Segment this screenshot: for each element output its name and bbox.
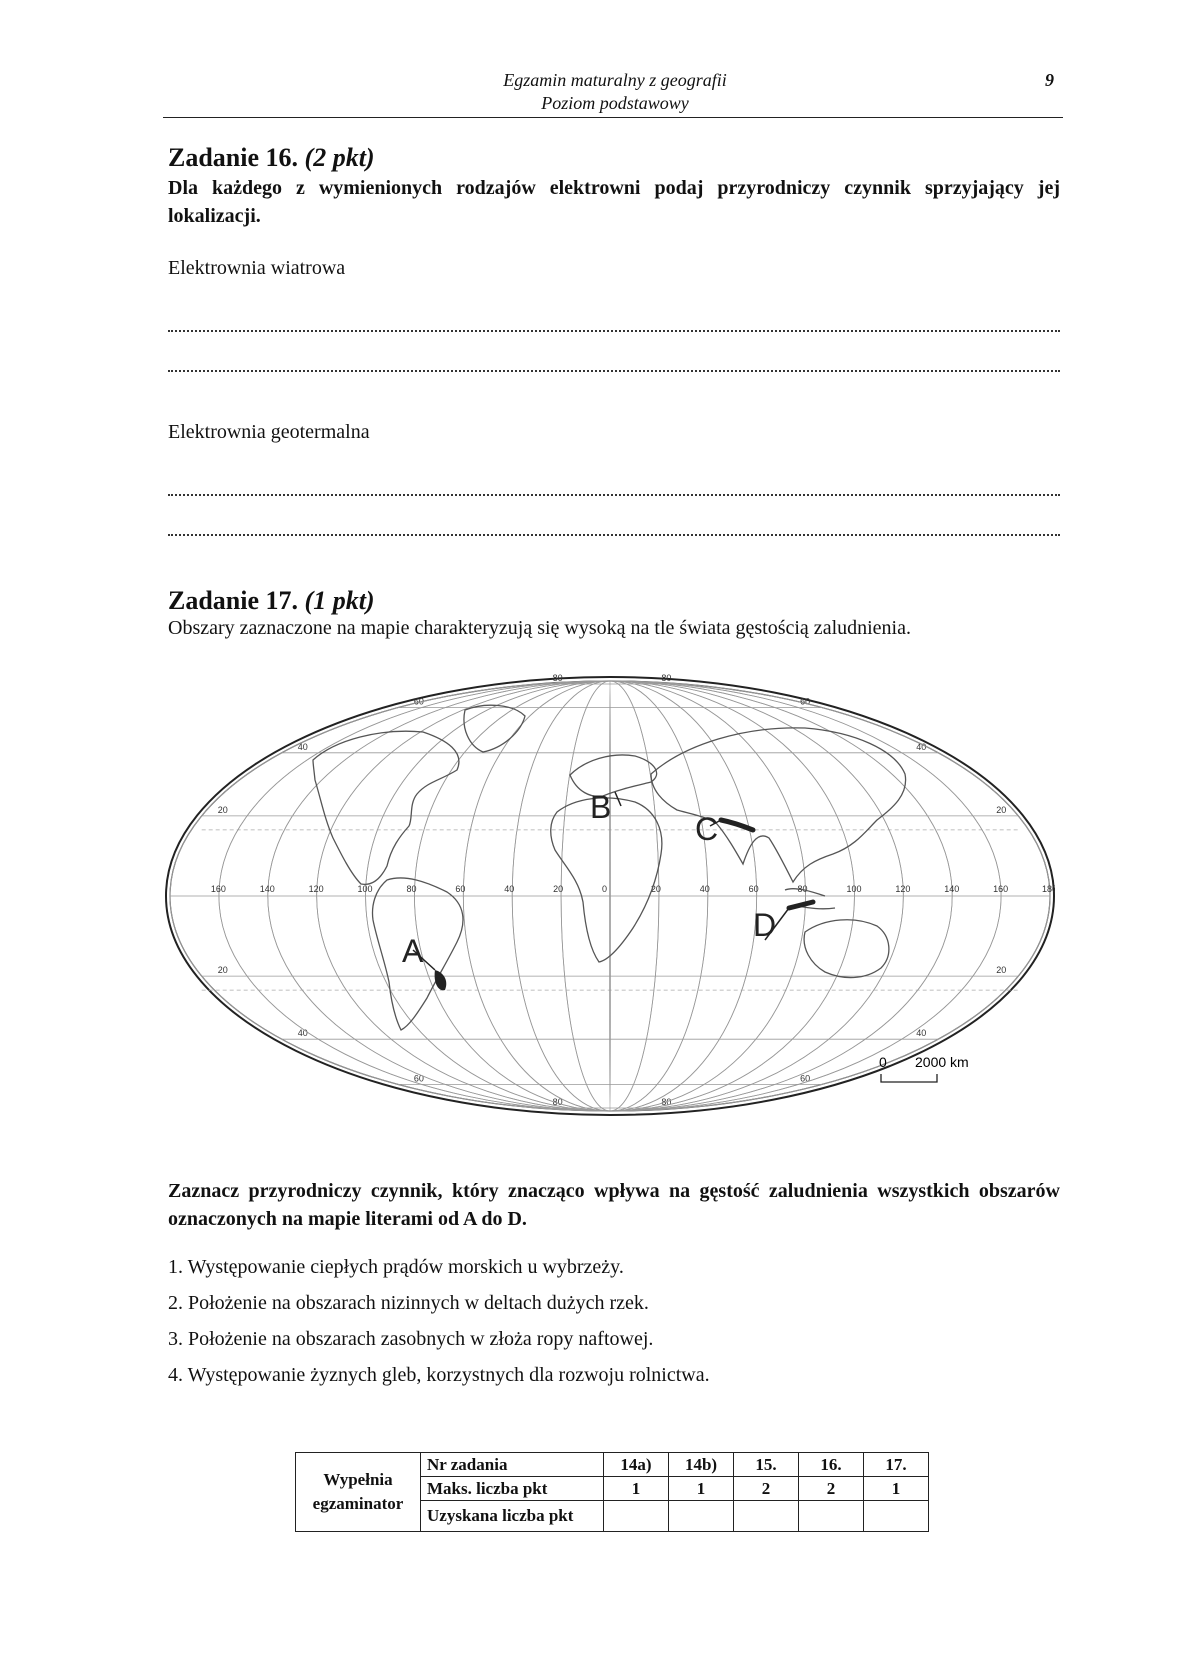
continent-europe — [570, 755, 657, 796]
answer-line[interactable] — [168, 534, 1060, 536]
scale-bar-line — [881, 1074, 937, 1082]
latitude-label: 80 — [552, 1096, 563, 1107]
task17-option-2[interactable]: 2. Położenie na obszarach nizinnych w deltach dużych rzek. — [168, 1292, 649, 1314]
task17-option-1[interactable]: 1. Występowanie ciepłych prądów morskich u wybrzeży. — [168, 1256, 624, 1278]
task-number-cell: 14a) — [604, 1453, 669, 1477]
task16-instruction: Dla każdego z wymienionych rodzajów elektrowni podaj przyrodniczy czynnik sprzyjający jej lokalizacji. — [168, 177, 1060, 227]
longitude-label: 40 — [504, 884, 515, 894]
continent-asia — [651, 728, 906, 882]
latitude-label: 40 — [916, 741, 927, 752]
continent-greenland — [464, 705, 525, 752]
latitude-label: 60 — [800, 696, 811, 707]
task16-points: (2 pkt) — [304, 143, 375, 172]
max-points-cell: 1 — [669, 1477, 734, 1501]
answer-line[interactable] — [168, 330, 1060, 332]
score-row-task-numbers — [296, 1453, 929, 1477]
max-points-cell: 2 — [799, 1477, 864, 1501]
map-marker-d: D — [753, 907, 777, 943]
obtained-points-cell[interactable] — [604, 1501, 669, 1532]
scale-zero-label: 0 — [879, 1054, 887, 1070]
page-number: 9 — [1045, 70, 1054, 90]
examiner-label — [296, 1453, 421, 1532]
answer-line[interactable] — [168, 370, 1060, 372]
latitude-label: 20 — [217, 804, 228, 815]
latitude-label: 60 — [413, 696, 424, 707]
map-marker-b: B — [590, 789, 612, 825]
longitude-label: 80 — [406, 884, 417, 894]
map-marker-c: C — [695, 811, 719, 847]
map-graticule — [165, 673, 1055, 1115]
longitude-label: 100 — [357, 884, 373, 894]
task17-points: (1 pkt) — [304, 586, 375, 615]
longitude-label: 160 — [993, 884, 1009, 894]
region-a-mark — [435, 970, 447, 990]
task-number-cell: 16. — [799, 1453, 864, 1477]
longitude-label: 20 — [650, 884, 661, 894]
longitude-label: 140 — [259, 884, 275, 894]
latitude-label: 80 — [661, 1096, 672, 1107]
task-number-cell: 14b) — [669, 1453, 734, 1477]
longitude-label: 0 — [602, 884, 608, 894]
longitude-label: 140 — [944, 884, 960, 894]
answer-line[interactable] — [168, 494, 1060, 496]
scale-distance-label: 2000 km — [915, 1054, 969, 1070]
examiner-label-line1: Wypełnia — [323, 1470, 393, 1489]
task17-heading — [168, 586, 375, 616]
examiner-label-line2: egzaminator — [312, 1494, 404, 1513]
obtained-points-cell[interactable] — [864, 1501, 929, 1532]
task17-option-3[interactable]: 3. Położenie na obszarach zasobnych w złoża ropy naftowej. — [168, 1328, 654, 1350]
longitude-label: 100 — [846, 884, 862, 894]
latitude-label: 40 — [916, 1028, 927, 1039]
latitude-label: 20 — [996, 965, 1007, 976]
max-points-cell: 2 — [734, 1477, 799, 1501]
latitude-label: 20 — [217, 965, 228, 976]
header-exam-title: Egzamin maturalny z geografii — [503, 70, 727, 90]
row-label-task-number: Nr zadania — [421, 1453, 604, 1477]
task-number-cell: 17. — [864, 1453, 929, 1477]
longitude-label: 40 — [699, 884, 710, 894]
task-number-cell: 15. — [734, 1453, 799, 1477]
map-scale-bar — [879, 1054, 969, 1082]
task16-item-wind: Elektrownia wiatrowa — [168, 257, 346, 279]
examiner-score-table — [295, 1452, 929, 1532]
latitude-label: 40 — [297, 1028, 308, 1039]
task17-option-4[interactable]: 4. Występowanie żyznych gleb, korzystnych dla rozwoju rolnictwa. — [168, 1364, 710, 1386]
longitude-label: 60 — [748, 884, 759, 894]
max-points-cell: 1 — [604, 1477, 669, 1501]
latitude-label: 60 — [413, 1073, 424, 1084]
longitude-label: 20 — [553, 884, 564, 894]
latitude-label: 80 — [552, 673, 563, 684]
latitude-label: 60 — [800, 1073, 811, 1084]
task17-instruction: Zaznacz przyrodniczy czynnik, który znacząco wpływa na gęstość zaludnienia wszystkich obszarów oznaczonych na mapie literami od A do D. — [168, 1180, 1060, 1230]
task17-title: Zadanie 17. — [168, 586, 299, 615]
header-exam-level: Poziom podstawowy — [541, 93, 689, 113]
max-points-cell: 1 — [864, 1477, 929, 1501]
header-divider — [163, 117, 1063, 118]
world-map — [165, 670, 1055, 1142]
latitude-label: 80 — [661, 673, 672, 684]
continent-north-america — [313, 731, 459, 884]
longitude-label: 120 — [308, 884, 324, 894]
continent-australia — [804, 920, 889, 978]
map-marker-a: A — [402, 933, 424, 969]
task16-title: Zadanie 16. — [168, 143, 299, 172]
row-label-max-points: Maks. liczba pkt — [421, 1477, 604, 1501]
world-map-svg — [165, 670, 1055, 1142]
obtained-points-cell[interactable] — [669, 1501, 734, 1532]
latitude-label: 40 — [297, 741, 308, 752]
longitude-label: 160 — [210, 884, 226, 894]
longitude-label: 80 — [797, 884, 808, 894]
task16-heading — [168, 143, 375, 173]
longitude-label: 120 — [895, 884, 911, 894]
row-label-obtained-points: Uzyskana liczba pkt — [421, 1501, 604, 1532]
longitude-label: 60 — [455, 884, 466, 894]
task17-intro: Obszary zaznaczone na mapie charakteryzują się wysoką na tle świata gęstością zaludnienia. — [168, 617, 911, 639]
task16-item-geothermal: Elektrownia geotermalna — [168, 421, 370, 443]
latitude-label: 20 — [996, 804, 1007, 815]
obtained-points-cell[interactable] — [734, 1501, 799, 1532]
obtained-points-cell[interactable] — [799, 1501, 864, 1532]
longitude-label: 180 — [1042, 884, 1055, 894]
